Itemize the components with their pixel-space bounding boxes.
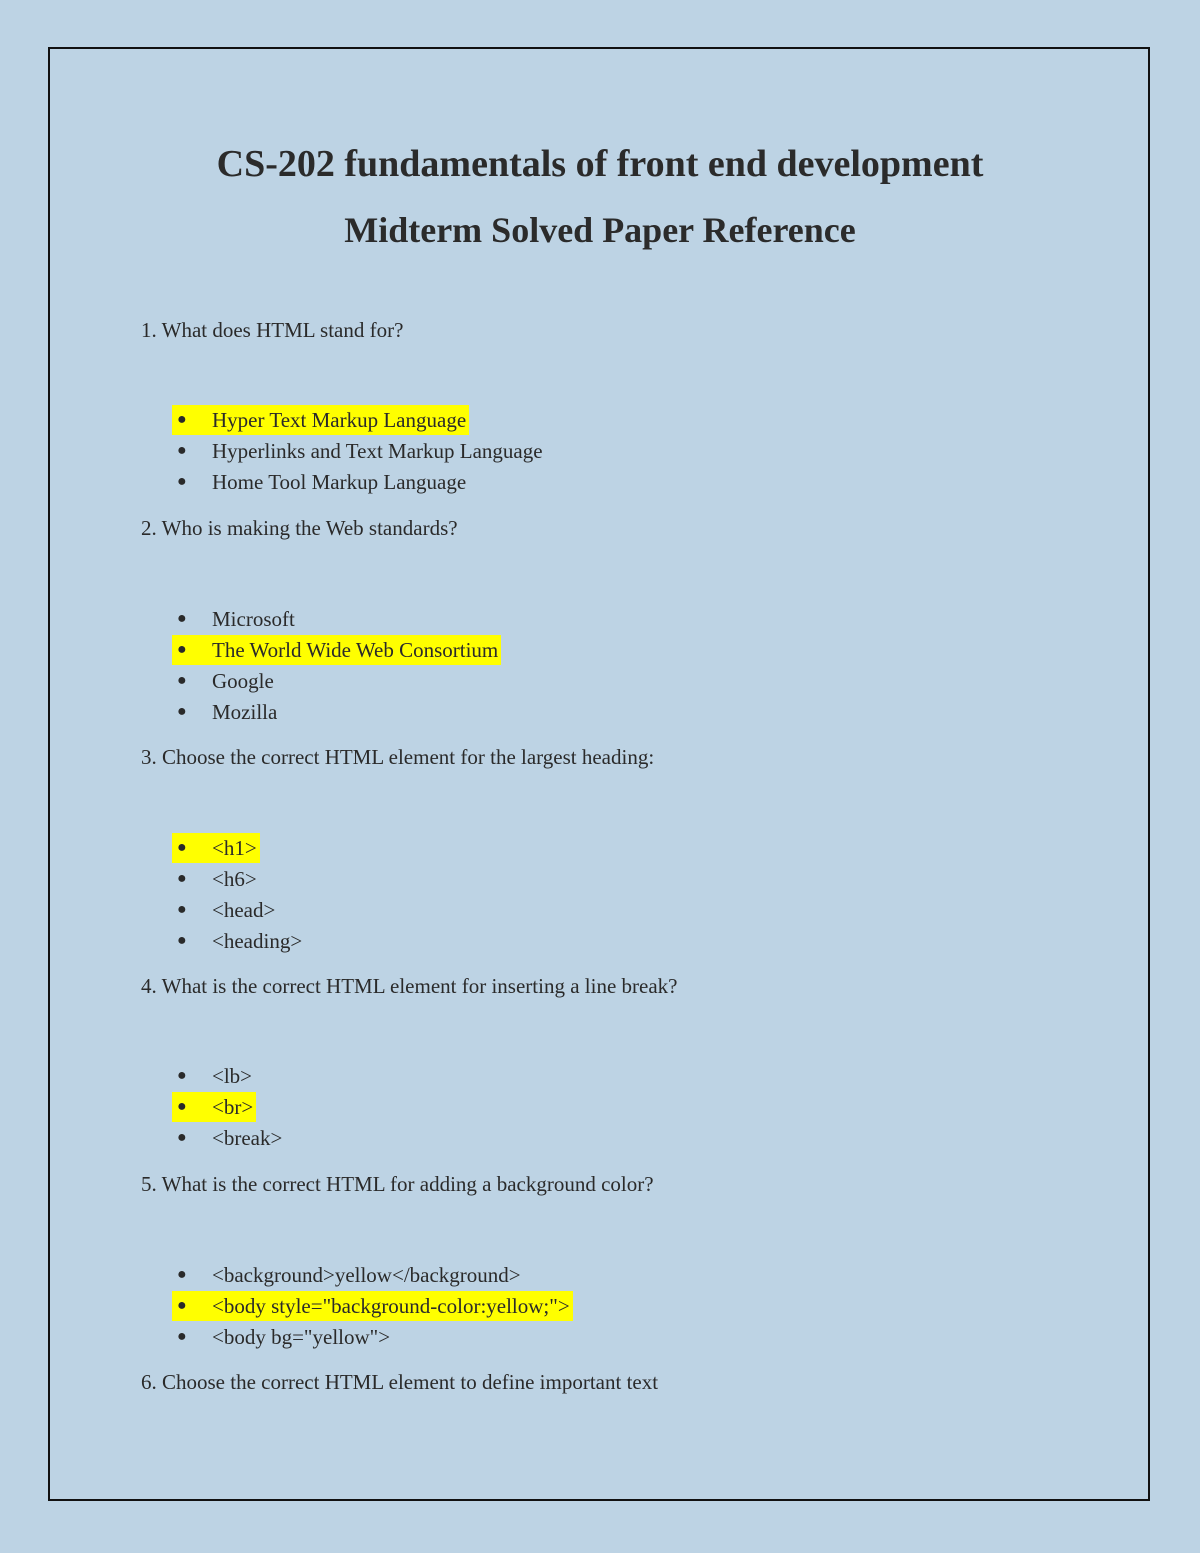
question-6: 6. Choose the correct HTML element to define important text — [141, 1370, 659, 1394]
bullet-icon: ● — [177, 672, 187, 689]
bullet-icon: ● — [177, 901, 187, 918]
bullet-icon: ● — [177, 703, 187, 720]
bullet-icon: ● — [177, 442, 187, 459]
option-2d: ● Mozilla — [172, 697, 501, 728]
option-2b: ● The World Wide Web Consortium — [172, 635, 501, 666]
bullet-icon: ● — [177, 1328, 187, 1345]
bullet-icon: ● — [177, 1129, 187, 1146]
option-1a: ● Hyper Text Markup Language — [172, 405, 546, 436]
bullet-icon: ● — [177, 1067, 187, 1084]
bullet-icon: ● — [177, 1098, 187, 1115]
question-1-options — [172, 405, 546, 498]
document-subtitle: Midterm Solved Paper Reference — [344, 210, 856, 250]
question-2-options — [172, 604, 501, 728]
question-5: 5. What is the correct HTML for adding a background color? — [141, 1172, 654, 1196]
option-1c: ● Home Tool Markup Language — [172, 467, 546, 498]
option-4c: ● <break> — [172, 1123, 285, 1154]
question-4-options — [172, 1061, 285, 1154]
bullet-icon: ● — [177, 641, 187, 658]
option-1b: ● Hyperlinks and Text Markup Language — [172, 436, 546, 467]
option-5c: ● <body bg="yellow"> — [172, 1322, 573, 1353]
question-5-options — [172, 1260, 573, 1353]
document-title: CS-202 fundamentals of front end development — [216, 143, 984, 185]
bullet-icon: ● — [177, 839, 187, 856]
option-3a: ● <h1> — [172, 833, 305, 864]
question-3: 3. Choose the correct HTML element for the largest heading: — [141, 745, 655, 769]
option-2c: ● Google — [172, 666, 501, 697]
option-2a: ● Microsoft — [172, 604, 501, 635]
option-3b: ● <h6> — [172, 864, 305, 895]
bullet-icon: ● — [177, 870, 187, 887]
bullet-icon: ● — [177, 473, 187, 490]
bullet-icon: ● — [177, 610, 187, 627]
question-4: 4. What is the correct HTML element for inserting a line break? — [141, 974, 678, 998]
bullet-icon: ● — [177, 1266, 187, 1283]
question-3-options — [172, 833, 305, 957]
option-3d: ● <heading> — [172, 926, 305, 957]
option-3c: ● <head> — [172, 895, 305, 926]
bullet-icon: ● — [177, 411, 187, 428]
bullet-icon: ● — [177, 932, 187, 949]
bullet-icon: ● — [177, 1297, 187, 1314]
option-4a: ● <lb> — [172, 1061, 285, 1092]
option-5b: ● <body style="background-color:yellow;"> — [172, 1291, 573, 1322]
question-1: 1. What does HTML stand for? — [141, 318, 404, 342]
question-2: 2. Who is making the Web standards? — [141, 516, 458, 540]
option-4b: ● <br> — [172, 1092, 285, 1123]
option-5a: ● <background>yellow</background> — [172, 1260, 573, 1291]
